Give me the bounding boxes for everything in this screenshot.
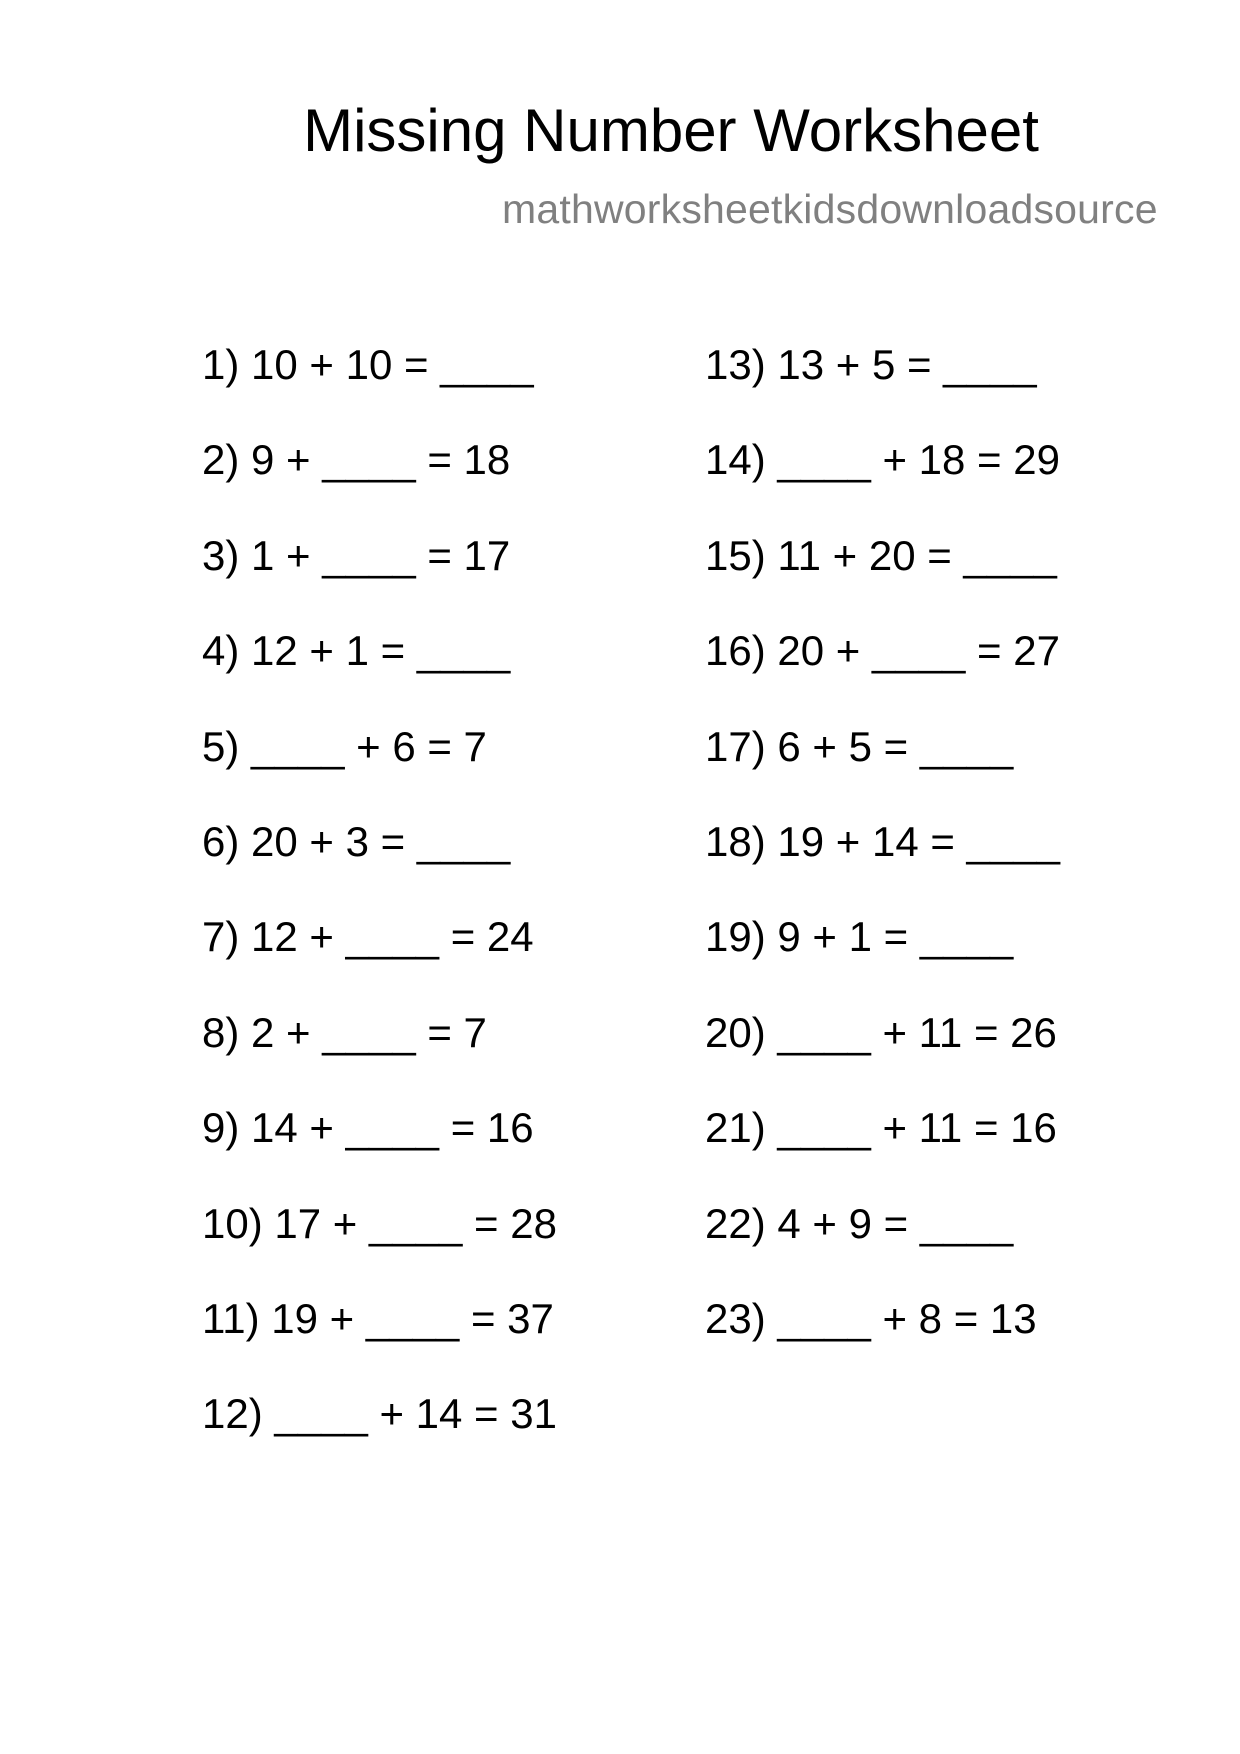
problem: 23) ____ + 8 = 13 [705, 1294, 1037, 1342]
problem: 2) 9 + ____ = 18 [202, 436, 511, 484]
problem: 20) ____ + 11 = 26 [705, 1008, 1057, 1056]
problem: 10) 17 + ____ = 28 [202, 1199, 557, 1247]
problem: 11) 19 + ____ = 37 [202, 1294, 554, 1342]
problem: 13) 13 + 5 = ____ [705, 341, 1037, 388]
problem: 5) ____ + 6 = 7 [202, 722, 487, 770]
problem: 4) 12 + 1 = ____ [202, 627, 511, 675]
problem: 22) 4 + 9 = ____ [705, 1199, 1014, 1247]
problem: 7) 12 + ____ = 24 [202, 913, 534, 961]
problem: 17) 6 + 5 = ____ [705, 722, 1014, 770]
problems-column-right [705, 317, 1060, 1366]
source-watermark: mathworksheetkidsdownloadsource [502, 186, 1158, 232]
problem: 15) 11 + 20 = ____ [705, 531, 1057, 579]
problem: 8) 2 + ____ = 7 [202, 1008, 487, 1056]
problem: 6) 20 + 3 = ____ [202, 817, 511, 865]
problem: 21) ____ + 11 = 16 [705, 1104, 1057, 1152]
problem: 16) 20 + ____ = 27 [705, 627, 1060, 675]
worksheet-title: Missing Number Worksheet [303, 97, 1039, 164]
problem: 14) ____ + 18 = 29 [705, 436, 1060, 484]
problem: 19) 9 + 1 = ____ [705, 913, 1014, 961]
problem: 3) 1 + ____ = 17 [202, 531, 511, 579]
problem: 9) 14 + ____ = 16 [202, 1104, 534, 1152]
problem: 12) ____ + 14 = 31 [202, 1390, 557, 1438]
problem: 18) 19 + 14 = ____ [705, 817, 1060, 865]
problems-column-left [202, 317, 557, 1462]
problem: 1) 10 + 10 = ____ [202, 341, 534, 388]
